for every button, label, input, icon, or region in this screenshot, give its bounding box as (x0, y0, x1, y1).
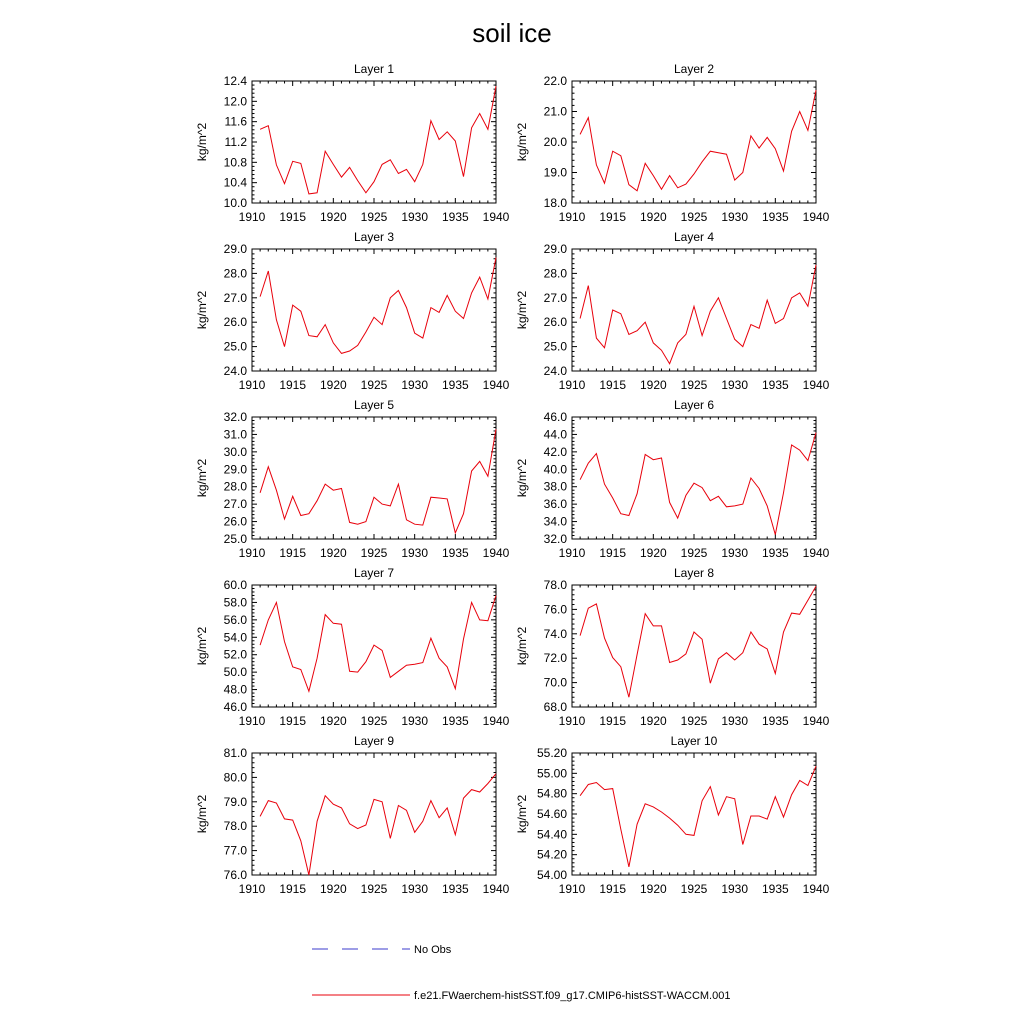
y-tick-label: 55.00 (536, 766, 567, 781)
x-tick-label: 1910 (558, 378, 586, 392)
y-tick-label: 72.0 (543, 651, 567, 666)
x-tick-label: 1935 (441, 714, 469, 728)
series-line (580, 433, 816, 535)
y-tick-label: 42.0 (543, 444, 567, 459)
y-tick-label: 46.0 (543, 410, 567, 424)
y-tick-label: 28.0 (223, 479, 247, 494)
x-tick-label: 1925 (360, 882, 388, 896)
x-tick-label: 1930 (401, 378, 429, 392)
y-tick-label: 74.0 (543, 626, 567, 641)
y-tick-label: 79.0 (223, 794, 247, 809)
y-axis-label: kg/m^2 (515, 794, 529, 834)
y-tick-label: 29.0 (543, 242, 567, 256)
y-tick-label: 25.0 (223, 339, 247, 354)
x-tick-label: 1910 (558, 210, 586, 224)
x-tick-label: 1940 (802, 546, 830, 560)
x-tick-label: 1925 (680, 546, 708, 560)
y-tick-label: 70.0 (543, 675, 567, 690)
x-tick-label: 1935 (761, 378, 789, 392)
x-tick-label: 1940 (482, 714, 510, 728)
y-tick-label: 28.0 (543, 266, 567, 281)
y-tick-label: 27.0 (223, 497, 247, 512)
plot-frame (252, 753, 496, 875)
y-tick-label: 28.0 (223, 266, 247, 281)
plot-frame (252, 249, 496, 371)
y-tick-label: 40.0 (543, 462, 567, 477)
series-line (580, 766, 816, 867)
panel-layer-3 (195, 230, 510, 392)
panel-title: Layer 3 (353, 230, 395, 244)
y-tick-label: 26.0 (223, 315, 247, 330)
x-tick-label: 1930 (721, 714, 749, 728)
plot-frame (572, 417, 816, 539)
y-tick-label: 20.0 (543, 135, 567, 149)
plot-frame (572, 585, 816, 707)
y-axis-label: kg/m^2 (195, 794, 209, 834)
x-tick-label: 1930 (721, 882, 749, 896)
panel-layer-5 (195, 398, 510, 560)
y-tick-label: 30.0 (223, 444, 247, 459)
panel-title: Layer 5 (353, 398, 395, 412)
y-axis-label: kg/m^2 (195, 122, 209, 162)
x-tick-label: 1935 (761, 210, 789, 224)
y-tick-label: 32.0 (543, 532, 567, 546)
y-tick-label: 11.6 (224, 114, 247, 129)
x-tick-label: 1935 (441, 546, 469, 560)
x-tick-label: 1920 (639, 714, 667, 728)
y-tick-label: 76.0 (223, 868, 247, 882)
y-tick-label: 48.0 (223, 682, 247, 697)
panel-title: Layer 8 (673, 566, 715, 580)
y-tick-label: 34.0 (543, 514, 567, 529)
y-tick-label: 12.0 (223, 94, 247, 109)
panel-layer-1 (195, 62, 510, 224)
y-tick-label: 21.0 (543, 104, 567, 119)
x-tick-label: 1920 (639, 546, 667, 560)
x-tick-label: 1925 (360, 714, 388, 728)
y-tick-label: 29.0 (223, 242, 247, 256)
x-tick-label: 1925 (680, 210, 708, 224)
x-tick-label: 1920 (639, 210, 667, 224)
x-tick-label: 1915 (599, 882, 627, 896)
x-tick-label: 1920 (639, 378, 667, 392)
panel-layer-2 (515, 62, 830, 224)
panel-title: Layer 6 (673, 398, 715, 412)
x-tick-label: 1935 (441, 378, 469, 392)
y-tick-label: 56.0 (223, 612, 247, 627)
y-tick-label: 36.0 (543, 497, 567, 512)
panel-title: Layer 10 (670, 734, 718, 748)
x-tick-label: 1930 (401, 882, 429, 896)
y-tick-label: 52.0 (223, 647, 247, 662)
y-tick-label: 26.0 (543, 315, 567, 330)
series-line (260, 258, 496, 354)
x-tick-label: 1940 (802, 210, 830, 224)
y-tick-label: 19.0 (543, 165, 567, 180)
y-tick-label: 54.20 (536, 847, 567, 862)
legend-entry-model-run (312, 990, 730, 1002)
x-tick-label: 1910 (558, 546, 586, 560)
legend-label-no-obs: No Obs (414, 944, 452, 956)
y-tick-label: 32.0 (223, 410, 247, 424)
x-tick-label: 1925 (680, 714, 708, 728)
x-tick-label: 1940 (802, 378, 830, 392)
panel-layer-8 (515, 566, 830, 728)
x-tick-label: 1920 (319, 546, 347, 560)
series-line (580, 586, 816, 697)
y-tick-label: 76.0 (543, 602, 567, 617)
y-tick-label: 81.0 (223, 746, 247, 760)
y-tick-label: 80.0 (223, 770, 247, 785)
y-tick-label: 27.0 (223, 290, 247, 305)
x-tick-label: 1915 (279, 546, 307, 560)
y-tick-label: 11.2 (224, 135, 247, 149)
y-tick-label: 26.0 (223, 514, 247, 529)
panel-title: Layer 4 (673, 230, 715, 244)
x-tick-label: 1910 (558, 882, 586, 896)
x-tick-label: 1940 (802, 882, 830, 896)
panel-title: Layer 9 (353, 734, 395, 748)
x-tick-label: 1915 (599, 714, 627, 728)
y-tick-label: 54.60 (536, 807, 567, 821)
y-tick-label: 29.0 (223, 462, 247, 477)
x-tick-label: 1910 (238, 546, 266, 560)
y-tick-label: 54.40 (536, 827, 567, 842)
x-tick-label: 1925 (360, 210, 388, 224)
x-tick-label: 1915 (279, 882, 307, 896)
panel-layer-7 (195, 566, 510, 728)
y-tick-label: 54.00 (536, 868, 567, 882)
y-tick-label: 10.4 (223, 175, 247, 190)
x-tick-label: 1910 (558, 714, 586, 728)
y-axis-label: kg/m^2 (195, 626, 209, 666)
panel-layer-4 (515, 230, 830, 392)
panel-layer-6 (515, 398, 830, 560)
x-tick-label: 1930 (721, 378, 749, 392)
y-axis-label: kg/m^2 (515, 626, 529, 666)
x-tick-label: 1940 (482, 546, 510, 560)
y-tick-label: 50.0 (223, 665, 247, 680)
y-tick-label: 60.0 (223, 578, 247, 592)
y-tick-label: 10.0 (223, 196, 247, 210)
x-tick-label: 1940 (802, 714, 830, 728)
plot-frame (572, 753, 816, 875)
y-tick-label: 27.0 (543, 290, 567, 305)
x-tick-label: 1915 (279, 210, 307, 224)
y-tick-label: 25.0 (223, 532, 247, 546)
y-tick-label: 77.0 (223, 843, 247, 858)
plot-frame (252, 417, 496, 539)
x-tick-label: 1915 (599, 210, 627, 224)
x-tick-label: 1935 (761, 546, 789, 560)
x-tick-label: 1920 (319, 378, 347, 392)
y-tick-label: 54.80 (536, 786, 567, 801)
x-tick-label: 1940 (482, 378, 510, 392)
x-tick-label: 1910 (238, 378, 266, 392)
x-tick-label: 1925 (680, 882, 708, 896)
y-axis-label: kg/m^2 (515, 122, 529, 162)
x-tick-label: 1920 (319, 882, 347, 896)
plot-frame (572, 249, 816, 371)
series-line (260, 774, 496, 875)
series-line (260, 429, 496, 533)
x-tick-label: 1925 (680, 378, 708, 392)
series-line (580, 265, 816, 364)
plot-frame (572, 81, 816, 203)
y-tick-label: 78.0 (223, 819, 247, 834)
y-axis-label: kg/m^2 (515, 290, 529, 330)
panel-title: Layer 1 (353, 62, 395, 76)
x-tick-label: 1935 (761, 882, 789, 896)
x-tick-label: 1930 (401, 546, 429, 560)
y-tick-label: 24.0 (223, 364, 247, 378)
y-tick-label: 68.0 (543, 700, 567, 714)
x-tick-label: 1935 (441, 210, 469, 224)
x-tick-label: 1915 (279, 378, 307, 392)
panel-layer-10 (515, 734, 830, 896)
y-tick-label: 54.0 (223, 630, 247, 645)
x-tick-label: 1920 (639, 882, 667, 896)
x-tick-label: 1915 (599, 546, 627, 560)
y-tick-label: 44.0 (543, 427, 567, 442)
panel-title: Layer 7 (353, 566, 395, 580)
x-tick-label: 1940 (482, 882, 510, 896)
x-tick-label: 1930 (721, 210, 749, 224)
y-tick-label: 25.0 (543, 339, 567, 354)
figure-title: soil ice (472, 18, 552, 48)
y-tick-label: 46.0 (223, 700, 247, 714)
y-tick-label: 12.4 (223, 74, 247, 88)
y-tick-label: 31.0 (223, 427, 247, 442)
legend (312, 944, 730, 1002)
series-line (260, 596, 496, 692)
x-tick-label: 1940 (482, 210, 510, 224)
x-tick-label: 1910 (238, 210, 266, 224)
x-tick-label: 1935 (761, 714, 789, 728)
x-tick-label: 1910 (238, 882, 266, 896)
x-tick-label: 1920 (319, 210, 347, 224)
x-tick-label: 1930 (401, 210, 429, 224)
x-tick-label: 1930 (401, 714, 429, 728)
y-tick-label: 22.0 (543, 74, 567, 88)
x-tick-label: 1915 (279, 714, 307, 728)
panel-layer-9 (195, 734, 510, 896)
legend-label-model-run: f.e21.FWaerchem-histSST.f09_g17.CMIP6-histSST-WACCM.001 (414, 990, 731, 1002)
x-tick-label: 1930 (721, 546, 749, 560)
y-axis-label: kg/m^2 (515, 458, 529, 498)
y-tick-label: 18.0 (543, 196, 567, 210)
x-tick-label: 1925 (360, 378, 388, 392)
series-line (580, 90, 816, 191)
y-tick-label: 58.0 (223, 595, 247, 610)
x-tick-label: 1925 (360, 546, 388, 560)
series-line (260, 86, 496, 194)
panel-title: Layer 2 (673, 62, 715, 76)
y-tick-label: 24.0 (543, 364, 567, 378)
panels (195, 62, 830, 896)
y-tick-label: 78.0 (543, 578, 567, 592)
plot-frame (252, 81, 496, 203)
y-axis-label: kg/m^2 (195, 290, 209, 330)
y-tick-label: 38.0 (543, 479, 567, 494)
legend-entry-no-obs (312, 944, 452, 956)
x-tick-label: 1910 (238, 714, 266, 728)
x-tick-label: 1920 (319, 714, 347, 728)
y-tick-label: 10.8 (223, 155, 247, 170)
y-tick-label: 55.20 (536, 746, 567, 760)
x-tick-label: 1935 (441, 882, 469, 896)
x-tick-label: 1915 (599, 378, 627, 392)
y-axis-label: kg/m^2 (195, 458, 209, 498)
